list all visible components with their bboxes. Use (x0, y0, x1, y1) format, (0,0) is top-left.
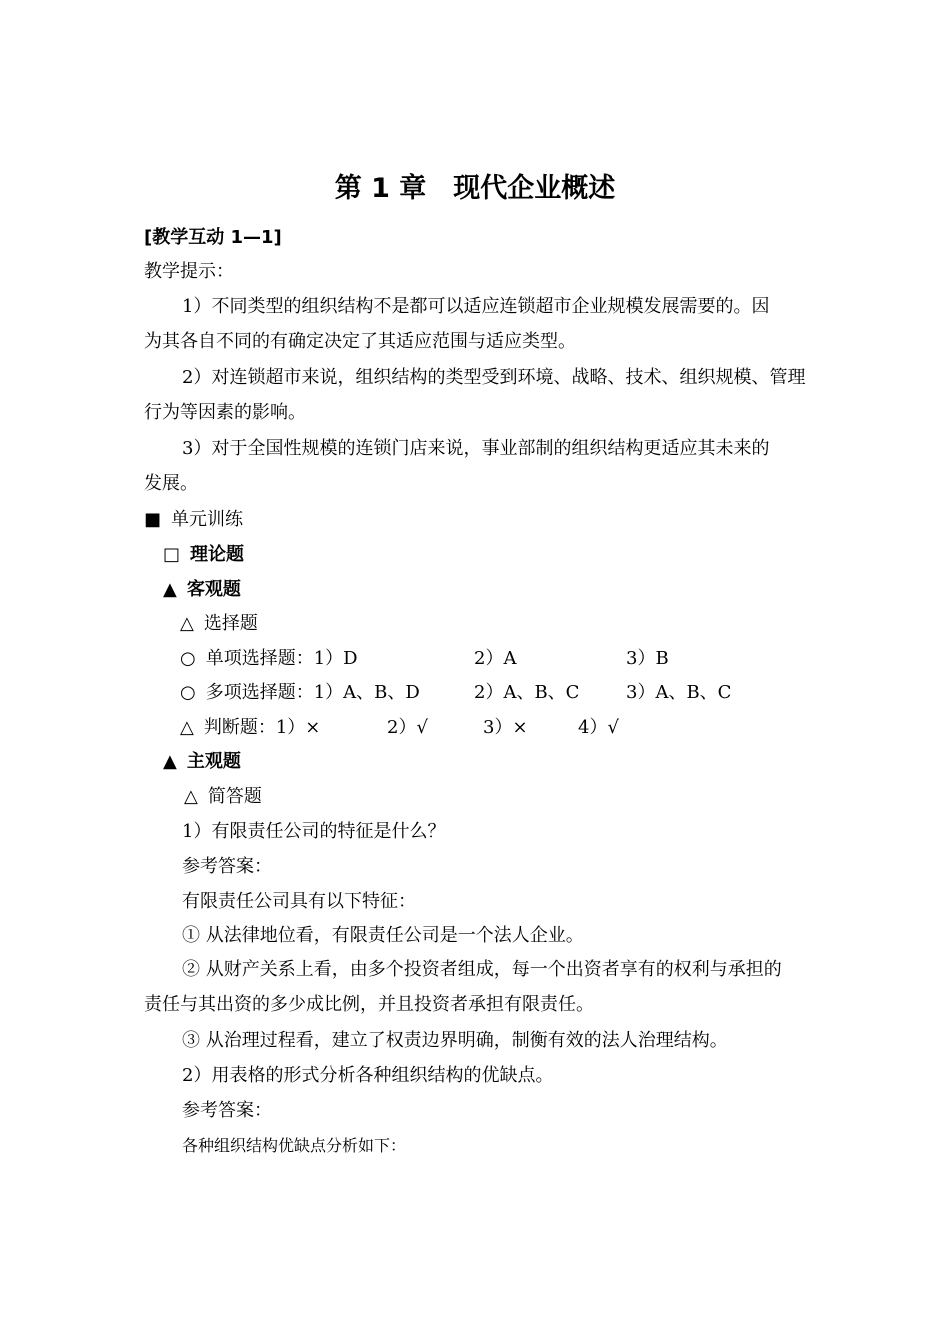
paragraph-line: 3）对于全国性规模的连锁门店来说，事业部制的组织结构更适应其未来的 (182, 438, 770, 459)
reference-answer-label: 参考答案： (182, 856, 272, 877)
answer-text: 判断题：1）× (203, 717, 321, 738)
reference-answer-label: 参考答案： (182, 1100, 272, 1121)
hollow-triangle-bullet: △ (180, 717, 194, 738)
answer-text: 2）A、B、C (474, 682, 580, 703)
hollow-triangle-bullet: △ (184, 786, 198, 807)
judge-answers (180, 716, 680, 740)
chapter-title: 第 1 章 现代企业概述 (334, 173, 616, 204)
theory-heading (163, 543, 244, 567)
interaction-header: [教学互动 1—1] (144, 227, 282, 248)
answer-point: ② 从财产关系上看，由多个投资者组成，每一个出资者享有的权利与承担的 (182, 959, 782, 980)
filled-triangle-bullet: ▲ (163, 579, 177, 600)
paragraph-line: 2）对连锁超市来说，组织结构的类型受到环境、战略、技术、组织规模、管理 (182, 367, 806, 388)
objective-label: 客观题 (186, 579, 241, 600)
paragraph-line: 为其各自不同的有确定决定了其适应范围与适应类型。 (144, 331, 576, 352)
theory-label: 理论题 (190, 544, 245, 565)
answer-text: 3）A、B、C (626, 682, 732, 703)
paragraph-line: 行为等因素的影响。 (144, 402, 306, 423)
single-choice-answers (180, 647, 740, 671)
hollow-square-bullet: □ (163, 544, 181, 565)
answer-text: 2）√ (387, 717, 428, 738)
question-2: 2）用表格的形式分析各种组织结构的优缺点。 (182, 1065, 554, 1086)
circle-bullet: ○ (180, 648, 196, 669)
multi-choice-answers (180, 681, 740, 705)
filled-square-bullet: ■ (144, 509, 162, 530)
subjective-heading (163, 750, 241, 774)
filled-triangle-bullet: ▲ (163, 751, 177, 772)
unit-training-label: 单元训练 (171, 509, 244, 530)
paragraph-line: 1）不同类型的组织结构不是都可以适应连锁超市企业规模发展需要的。因 (182, 296, 770, 317)
answer-point: 责任与其出资的多少成比例，并且投资者承担有限责任。 (144, 994, 594, 1015)
answer-text: 4）√ (578, 717, 619, 738)
answer-text: 单项选择题：1）D (205, 648, 358, 669)
question-1: 1）有限责任公司的特征是什么？ (182, 821, 446, 842)
circle-bullet: ○ (180, 682, 196, 703)
choice-label: 选择题 (203, 613, 258, 634)
answer-intro: 有限责任公司具有以下特征： (182, 891, 416, 912)
answer-text: 2）A (474, 648, 517, 669)
short-answer-heading (184, 785, 262, 809)
objective-heading (163, 578, 241, 602)
answer-text: 多项选择题：1）A、B、D (205, 682, 420, 703)
answer-text: 3）B (626, 648, 669, 669)
subjective-label: 主观题 (186, 751, 241, 772)
answer-point: ③ 从治理过程看，建立了权责边界明确，制衡有效的法人治理结构。 (182, 1030, 728, 1051)
unit-training-heading (144, 508, 243, 532)
answer-text: 3）× (483, 717, 528, 738)
answer-point: ① 从法律地位看，有限责任公司是一个法人企业。 (182, 925, 584, 946)
paragraph-line: 发展。 (144, 473, 198, 494)
hollow-triangle-bullet: △ (180, 613, 194, 634)
short-answer-label: 简答题 (207, 786, 262, 807)
answer-intro: 各种组织结构优缺点分析如下： (182, 1136, 407, 1155)
teaching-tip-label: 教学提示： (144, 261, 234, 282)
choice-heading (180, 612, 258, 636)
